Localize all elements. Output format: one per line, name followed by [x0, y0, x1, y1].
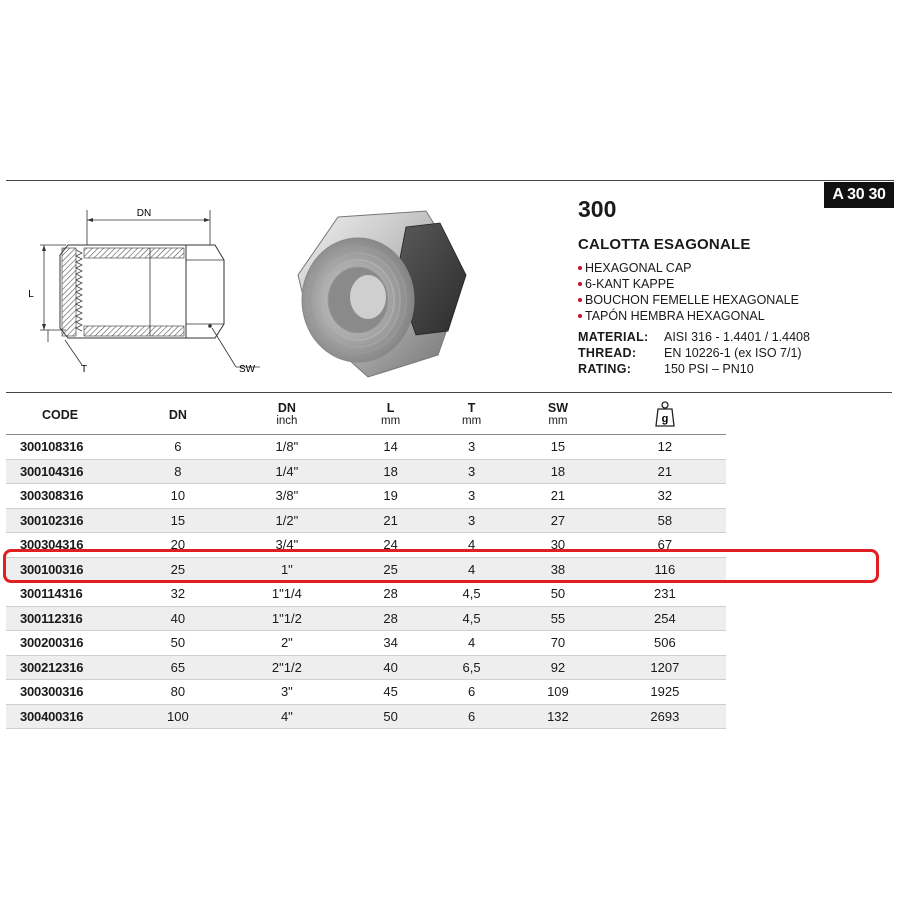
cell-weight: 254 [604, 606, 726, 631]
cell-sw: 132 [512, 704, 604, 729]
cell-dn-inch: 3/8" [224, 484, 350, 509]
cell-dn: 40 [132, 606, 224, 631]
product-title: CALOTTA ESAGONALE [578, 236, 751, 253]
cell-sw: 38 [512, 557, 604, 582]
cell-l: 14 [350, 435, 431, 460]
cell-weight: 231 [604, 582, 726, 607]
cell-l: 40 [350, 655, 431, 680]
cell-l: 34 [350, 631, 431, 656]
cell-l: 19 [350, 484, 431, 509]
cell-weight: 21 [604, 459, 726, 484]
spec-thread [578, 345, 888, 361]
cell-code: 300100316 [6, 557, 132, 582]
product-name-de: 6-KANT KAPPE [578, 276, 888, 292]
cell-dn-inch: 3" [224, 680, 350, 705]
cell-dn: 6 [132, 435, 224, 460]
cell-dn-inch: 1" [224, 557, 350, 582]
cell-t: 4,5 [431, 606, 512, 631]
cell-weight: 67 [604, 533, 726, 558]
spec-value: EN 10226-1 (ex ISO 7/1) [664, 346, 802, 360]
col-header-t: T mm [431, 396, 512, 435]
cell-code: 300300316 [6, 680, 132, 705]
cell-dn: 32 [132, 582, 224, 607]
cell-code: 300400316 [6, 704, 132, 729]
cell-sw: 92 [512, 655, 604, 680]
table-row [6, 606, 726, 631]
cell-weight: 12 [604, 435, 726, 460]
cell-l: 25 [350, 557, 431, 582]
cell-l: 50 [350, 704, 431, 729]
cell-t: 4 [431, 557, 512, 582]
weight-icon [654, 400, 676, 428]
spec-value: 150 PSI – PN10 [664, 362, 754, 376]
table-row [6, 484, 726, 509]
spec-key: THREAD: [578, 346, 637, 360]
cell-code: 300108316 [6, 435, 132, 460]
cell-dn-inch: 1/8" [224, 435, 350, 460]
cell-code: 300308316 [6, 484, 132, 509]
spec-material [578, 329, 888, 345]
cell-t: 6 [431, 680, 512, 705]
cell-sw: 30 [512, 533, 604, 558]
cell-code: 300304316 [6, 533, 132, 558]
cell-t: 3 [431, 435, 512, 460]
cell-code: 300114316 [6, 582, 132, 607]
cell-t: 4 [431, 533, 512, 558]
cell-t: 3 [431, 484, 512, 509]
cell-l: 18 [350, 459, 431, 484]
weight-unit: g [661, 412, 669, 425]
cell-dn: 25 [132, 557, 224, 582]
cell-t: 3 [431, 508, 512, 533]
table-row [6, 631, 726, 656]
table-divider [6, 392, 892, 393]
cell-sw: 18 [512, 459, 604, 484]
cell-weight: 32 [604, 484, 726, 509]
table-row [6, 508, 726, 533]
cell-dn-inch: 1/2" [224, 508, 350, 533]
highlighted-row-outline [3, 549, 879, 583]
product-name-en: HEXAGONAL CAP [578, 260, 888, 276]
table-row [6, 655, 726, 680]
table-row [6, 704, 726, 729]
cell-sw: 27 [512, 508, 604, 533]
dn-dim-label: DN [136, 208, 152, 219]
cell-t: 6,5 [431, 655, 512, 680]
cell-l: 45 [350, 680, 431, 705]
product-name-es: TAPÓN HEMBRA HEXAGONAL [578, 308, 888, 324]
cell-code: 300104316 [6, 459, 132, 484]
cell-dn-inch: 2"1/2 [224, 655, 350, 680]
product-photo [288, 205, 473, 385]
cell-weight: 116 [604, 557, 726, 582]
product-name-fr: BOUCHON FEMELLE HEXAGONALE [578, 292, 888, 308]
cell-dn-inch: 1"1/4 [224, 582, 350, 607]
cell-dn: 15 [132, 508, 224, 533]
col-header-dn: DN [132, 396, 224, 435]
cell-dn: 10 [132, 484, 224, 509]
table-row [6, 459, 726, 484]
product-specs [578, 329, 888, 377]
t-dim-label: T [80, 364, 88, 375]
cell-code: 300112316 [6, 606, 132, 631]
col-header-sw: SW mm [512, 396, 604, 435]
cell-t: 6 [431, 704, 512, 729]
technical-drawing [10, 200, 270, 380]
cell-dn: 50 [132, 631, 224, 656]
table-row [6, 582, 726, 607]
cell-l: 28 [350, 582, 431, 607]
col-header-code: CODE [6, 396, 132, 435]
cell-weight: 58 [604, 508, 726, 533]
cell-weight: 1925 [604, 680, 726, 705]
spec-key: MATERIAL: [578, 330, 649, 344]
cell-sw: 109 [512, 680, 604, 705]
cell-sw: 21 [512, 484, 604, 509]
sw-dim-label: SW [238, 364, 256, 375]
cell-t: 4,5 [431, 582, 512, 607]
table-row [6, 680, 726, 705]
cell-sw: 15 [512, 435, 604, 460]
cell-dn: 80 [132, 680, 224, 705]
cell-code: 300102316 [6, 508, 132, 533]
product-number: 300 [578, 196, 617, 222]
cell-t: 4 [431, 631, 512, 656]
cell-dn: 8 [132, 459, 224, 484]
product-names-list [578, 260, 888, 324]
col-header-weight [604, 396, 726, 435]
cell-l: 21 [350, 508, 431, 533]
cell-code: 300200316 [6, 631, 132, 656]
cell-weight: 2693 [604, 704, 726, 729]
cell-dn: 65 [132, 655, 224, 680]
cell-code: 300212316 [6, 655, 132, 680]
cell-l: 24 [350, 533, 431, 558]
product-header [578, 196, 888, 377]
cell-dn-inch: 2" [224, 631, 350, 656]
top-divider [6, 180, 894, 181]
table-header-row [6, 396, 726, 435]
cell-weight: 1207 [604, 655, 726, 680]
cell-dn-inch: 4" [224, 704, 350, 729]
cell-weight: 506 [604, 631, 726, 656]
cell-dn-inch: 3/4" [224, 533, 350, 558]
cell-dn-inch: 1"1/2 [224, 606, 350, 631]
page-badge: A 30 30 [824, 182, 894, 208]
spec-key: RATING: [578, 362, 632, 376]
cell-sw: 70 [512, 631, 604, 656]
cell-dn: 100 [132, 704, 224, 729]
l-dim-label: L [28, 289, 34, 300]
cell-t: 3 [431, 459, 512, 484]
cell-dn-inch: 1/4" [224, 459, 350, 484]
cell-sw: 50 [512, 582, 604, 607]
table-row [6, 435, 726, 460]
col-header-l: L mm [350, 396, 431, 435]
spec-value: AISI 316 - 1.4401 / 1.4408 [664, 330, 810, 344]
cell-dn: 20 [132, 533, 224, 558]
cell-sw: 55 [512, 606, 604, 631]
spec-rating [578, 361, 888, 377]
col-header-dn-inch: DN inch [224, 396, 350, 435]
cell-l: 28 [350, 606, 431, 631]
